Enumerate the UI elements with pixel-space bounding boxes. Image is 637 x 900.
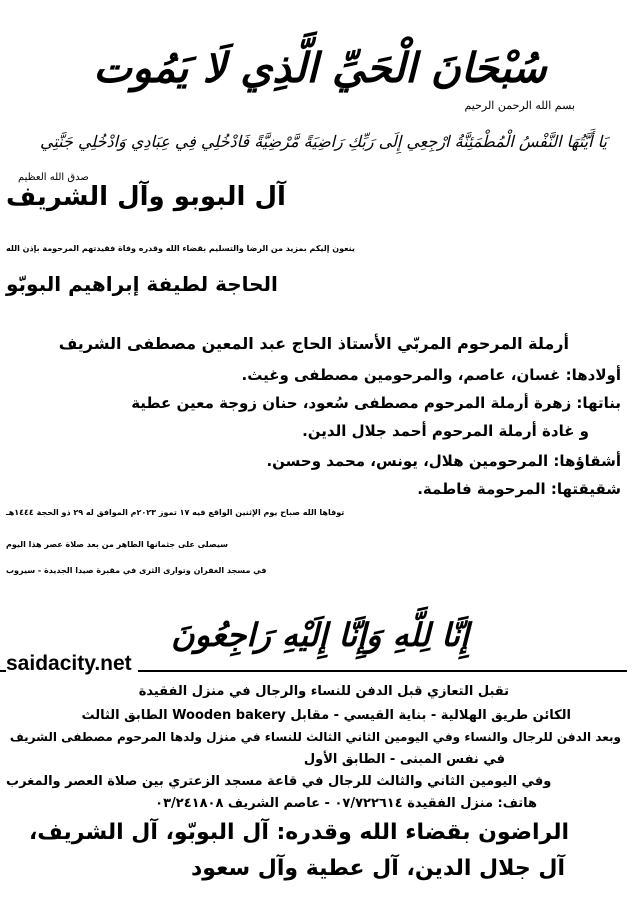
daughters-line: بناتها: زهرة أرملة المرحوم مصطفى سُعود، حنان زوجة معين عطية: [131, 394, 621, 412]
condolences-line: تقبل التعازي قبل الدفن للنساء والرجال في منزل الفقيدة: [138, 684, 509, 699]
closing-families-line-1: الراضون بقضاء الله وقدره: آل البوبّو، آل الشريف،: [28, 820, 569, 845]
site-watermark: saidacity.net: [6, 652, 138, 676]
daughters-line-continued: و غادة أرملة المرحوم أحمد جلال الدين.: [302, 422, 589, 440]
family-names-title: آل البوبو وآل الشريف: [6, 182, 286, 212]
deceased-name: الحاجة لطيفة إبراهيم البوبّو: [6, 272, 278, 296]
footer-calligraphy: [160, 596, 480, 668]
footer-calligraphy-text: إِنَّا لِلَّهِ وَإِنَّا إِلَيْهِ رَاجِعُونَ: [171, 616, 469, 654]
condolences-line: في نفس المبنى - الطابق الأول: [303, 752, 505, 767]
sister-line: شقيقتها: المرحومة فاطمة.: [417, 480, 621, 498]
death-date: توفاها الله صباح يوم الإثنين الواقع فيه ١٧ تموز ٢٠٢٣م الموافق له ٢٩ ذو الحجة ١٤٤٤هـ: [6, 508, 345, 517]
funeral-prayer: سيصلى على جثمانها الطاهر من بعد صلاة عصر هذا اليوم: [6, 540, 228, 549]
brothers-line: أشقاؤها: المرحومين هلال، يونس، محمد وحسن.: [266, 452, 621, 470]
closing-families-line-2: آل جلال الدين، آل عطية وآل سعود: [190, 856, 565, 881]
widow-of: أرملة المرحوم المربّي الأستاذ الحاج عبد المعين مصطفى الشريف: [58, 334, 569, 353]
phone-numbers: هاتف: منزل الفقيدة ٠٧/٧٢٢٦١٤ - عاصم الشريف ٠٣/٢٤١٨٠٨: [155, 796, 537, 811]
quran-verse: يَا أَيَّتُهَا النَّفْسُ الْمُطْمَئِنَّةُ ارْجِعِي إِلَى رَبِّكِ رَاضِيَةً مَّرْضِيَّةً فَادْخُلِي فِي عِبَادِي وَادْخُلِي جَنَّتِي: [40, 132, 607, 151]
verse-closing: صدق الله العظيم: [18, 172, 89, 183]
basmala: بسم الله الرحمن الرحيم: [464, 99, 575, 112]
condolences-line: الكائن طريق الهلالية - بناية القيسي - مقابل Wooden bakery الطابق الثالث: [81, 708, 571, 723]
header-calligraphy-text: سُبْحَانَ الْحَيِّ الَّذِي لَا يَمُوت: [93, 44, 547, 92]
header-calligraphy: [90, 20, 550, 110]
announcement: ينعون إليكم بمزيد من الرضا والتسليم بقضاء الله وقدره وفاة فقيدتهم المرحومة بإذن الله: [6, 244, 355, 253]
sons-line: أولادها: غسان، عاصم، والمرحومين مصطفى وغيث.: [241, 366, 621, 384]
burial-location: في مسجد الغفران وتوارى الثرى في مقبرة صيدا الجديدة - سيروب: [6, 566, 267, 575]
condolences-line: وفي اليومين الثاني والثالث للرجال في قاعة مسجد الزعتري بين صلاة العصر والمغرب: [6, 774, 552, 789]
condolences-line: وبعد الدفن للرجال والنساء وفي اليومين الثاني الثالث للنساء في منزل ولدها المرحوم مصطفى الشريف: [9, 730, 621, 744]
